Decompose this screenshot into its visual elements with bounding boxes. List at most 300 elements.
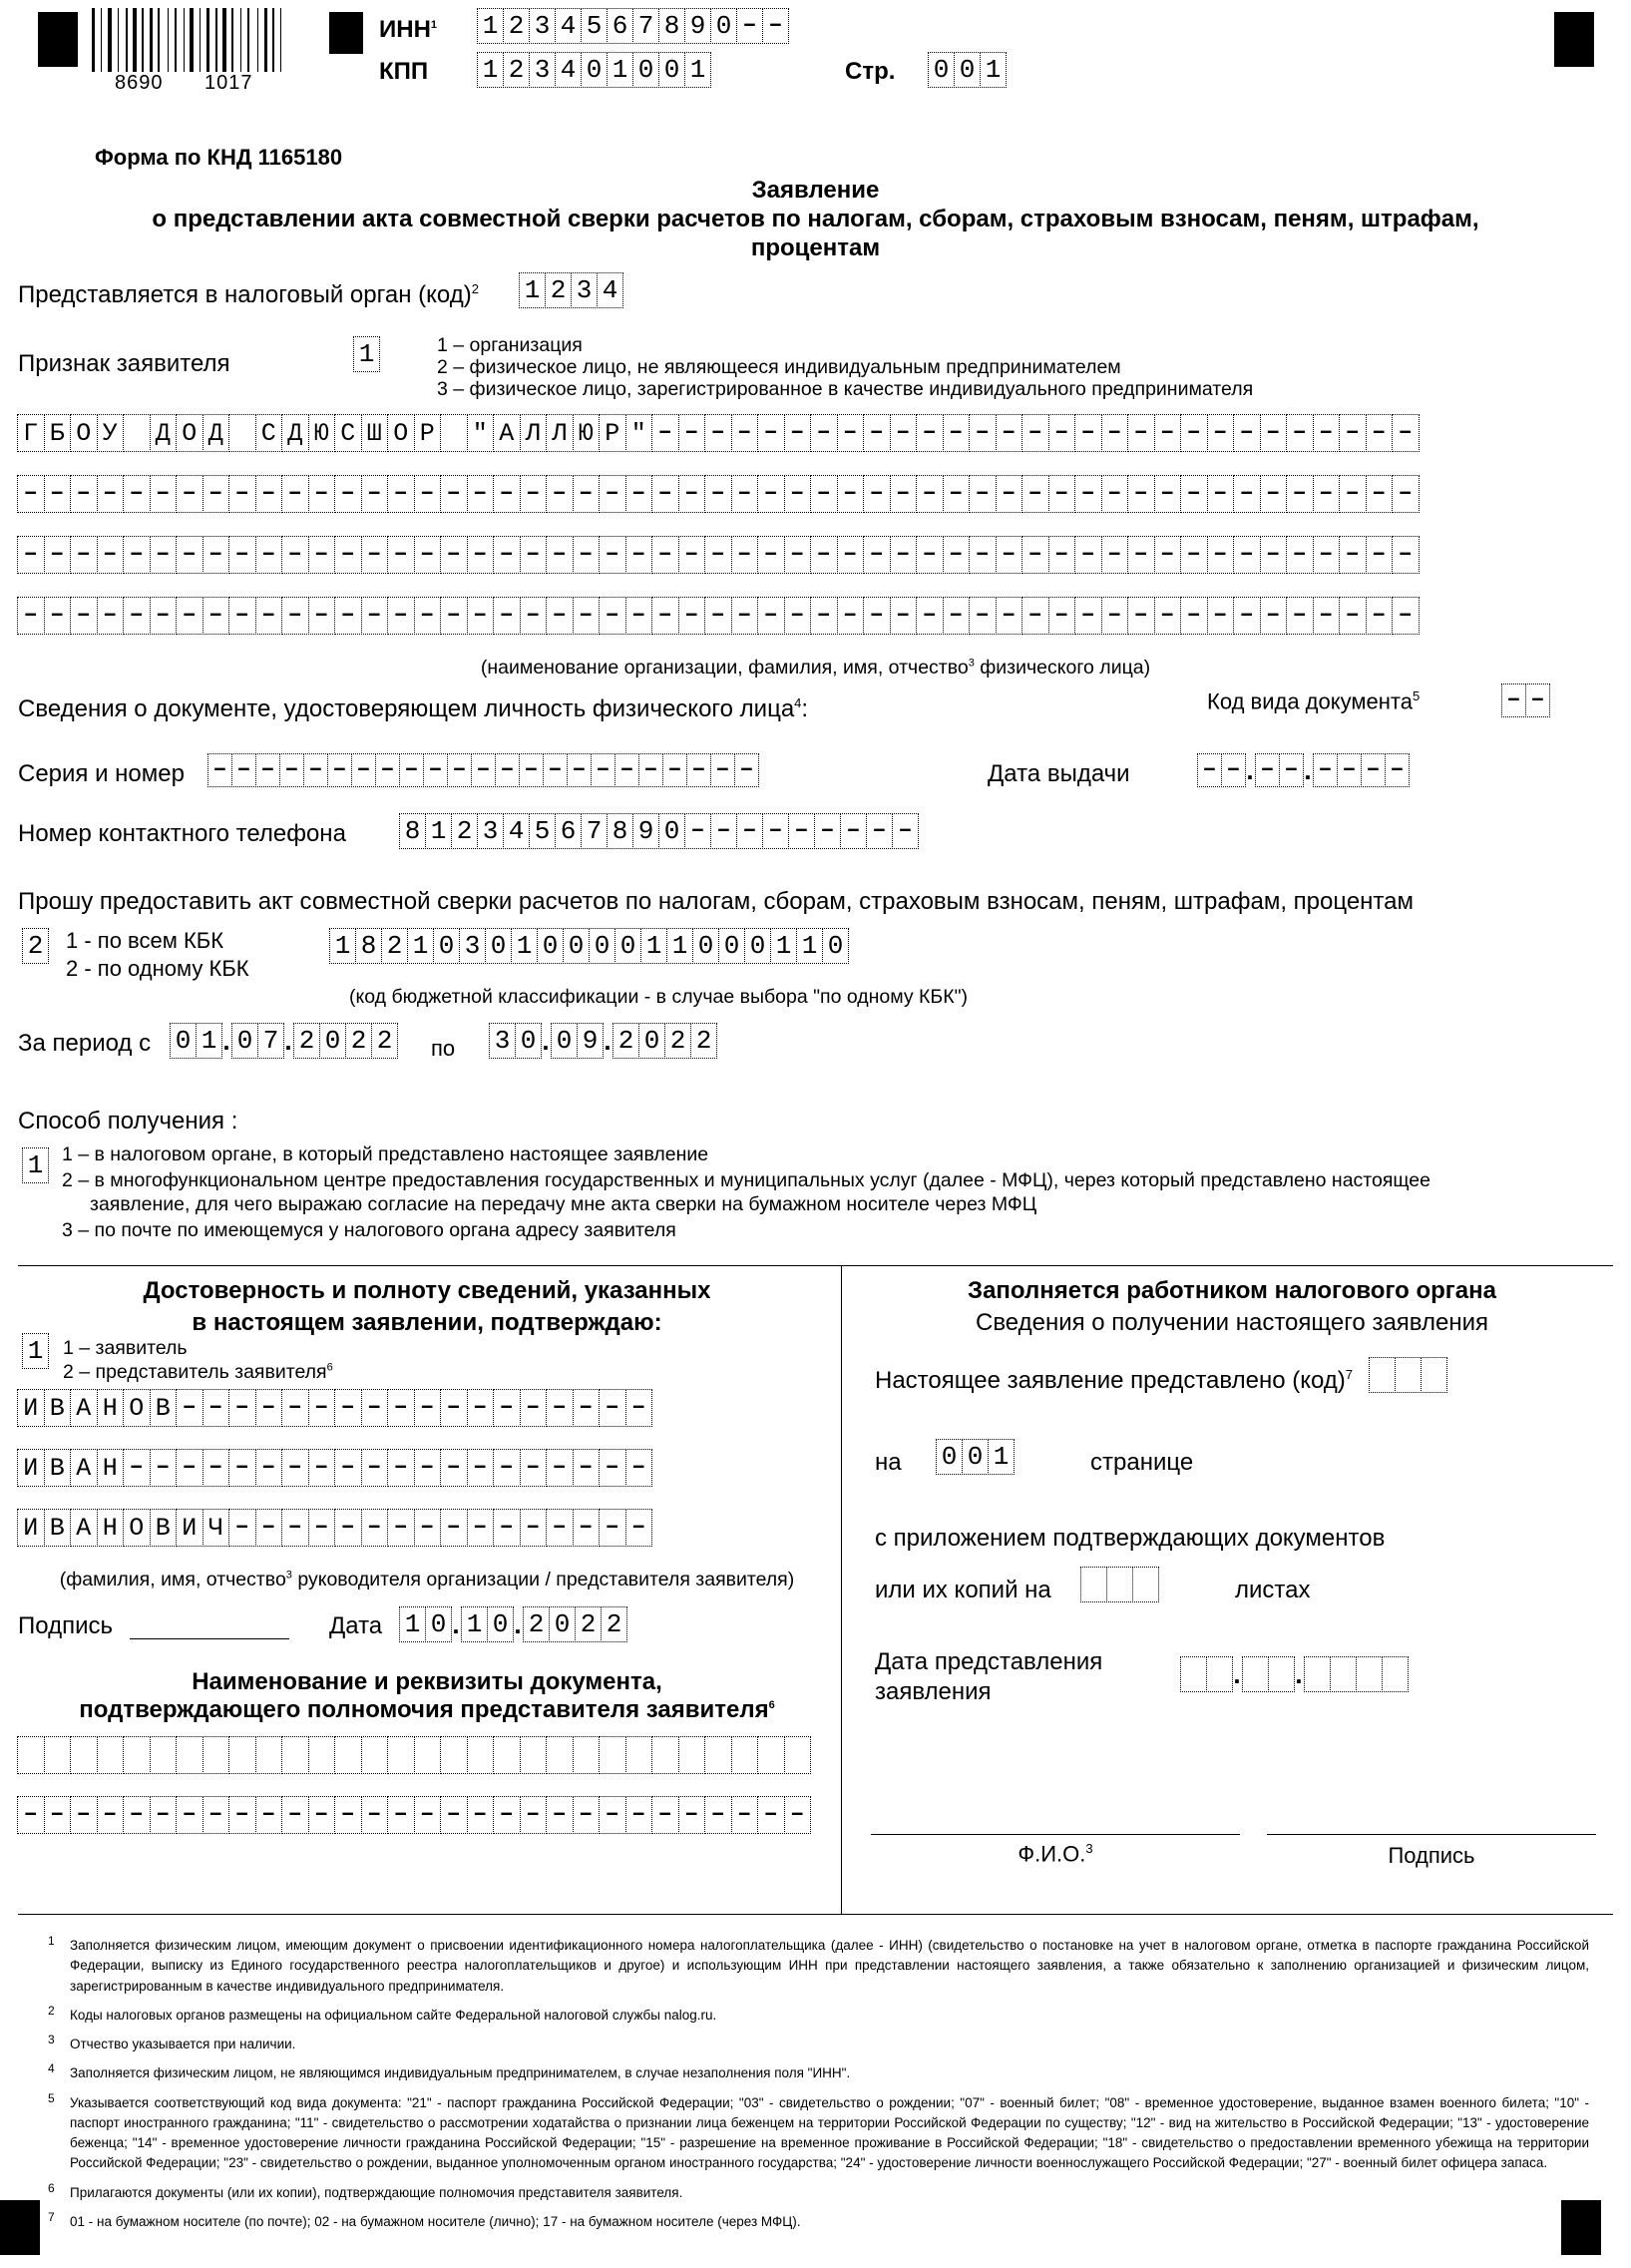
applicant-sign-cell[interactable]: 1 <box>353 336 380 372</box>
organization-name-cell[interactable]: – <box>1233 414 1261 452</box>
kbk-value-field-cell[interactable]: 1 <box>666 928 693 964</box>
confirm-patronymic-field-cell[interactable]: Ч <box>203 1509 230 1547</box>
organization-name-cell[interactable]: – <box>837 475 865 513</box>
series-number-field-cell[interactable]: – <box>423 753 448 787</box>
authority-doc-row-cell[interactable] <box>361 1736 389 1774</box>
organization-name-cell[interactable]: – <box>414 536 442 574</box>
confirm-surname-field[interactable] <box>17 1389 651 1427</box>
organization-name-cell[interactable]: – <box>493 536 521 574</box>
kpp-cell[interactable]: 1 <box>607 52 633 88</box>
authority-doc-row-cell[interactable]: – <box>334 1796 362 1834</box>
organization-name-cell[interactable]: – <box>1207 597 1235 635</box>
organization-name-cell[interactable]: – <box>228 536 256 574</box>
organization-name-cell[interactable]: – <box>916 475 944 513</box>
authority-doc-row-cell[interactable]: – <box>784 1796 812 1834</box>
authority-doc-row-cell[interactable]: – <box>361 1796 389 1834</box>
confirm-selector-field-cell[interactable]: 1 <box>22 1333 49 1369</box>
confirm-date-day-cell[interactable]: 1 <box>399 1606 426 1642</box>
submission-date-month-cell[interactable] <box>1268 1656 1295 1692</box>
period-from-year[interactable] <box>293 1023 397 1059</box>
confirm-date-month-cell[interactable]: 0 <box>487 1606 514 1642</box>
authority-doc-row-cell[interactable]: – <box>308 1796 336 1834</box>
confirm-surname-field-cell[interactable]: – <box>361 1389 389 1427</box>
issue-date-day-cell[interactable]: – <box>1221 753 1246 787</box>
organization-name-cell[interactable]: – <box>1074 597 1102 635</box>
authority-doc-row-cell[interactable] <box>70 1736 98 1774</box>
confirm-surname-field-cell[interactable]: – <box>228 1389 256 1427</box>
phone-field-cell[interactable]: 1 <box>425 813 452 849</box>
authority-doc-row-cell[interactable]: – <box>757 1796 785 1834</box>
authority-doc-row-cell[interactable] <box>493 1736 521 1774</box>
issue-date-year-cell[interactable]: – <box>1385 753 1410 787</box>
organization-name-cell[interactable]: – <box>1207 536 1235 574</box>
authority-doc-row-cell[interactable] <box>97 1736 125 1774</box>
confirm-patronymic-field-cell[interactable]: В <box>44 1509 72 1547</box>
organization-name-cell[interactable]: – <box>599 536 626 574</box>
kbk-value-field-cell[interactable]: 0 <box>614 928 641 964</box>
organization-name-cell[interactable]: – <box>678 414 706 452</box>
organization-name-cell[interactable]: – <box>943 475 971 513</box>
organization-name-cell[interactable]: – <box>17 475 45 513</box>
confirm-surname-field-cell[interactable]: – <box>440 1389 468 1427</box>
confirm-firstname-field-cell[interactable]: – <box>123 1449 151 1487</box>
authority-doc-row-cell[interactable]: – <box>678 1796 706 1834</box>
confirm-patronymic-field-cell[interactable]: – <box>440 1509 468 1547</box>
organization-name-cell[interactable]: – <box>784 475 812 513</box>
organization-name-cell[interactable]: – <box>599 475 626 513</box>
kpp-cell[interactable]: 0 <box>581 52 608 88</box>
organization-name-cell[interactable]: – <box>1048 475 1076 513</box>
authority-doc-row-cell[interactable] <box>308 1736 336 1774</box>
organization-name-cell[interactable]: – <box>1180 597 1208 635</box>
organization-name-cell[interactable]: Л <box>546 414 574 452</box>
confirm-firstname-field-cell[interactable]: И <box>17 1449 45 1487</box>
organization-name-cell[interactable]: – <box>281 536 309 574</box>
organization-name-cell[interactable]: – <box>1366 414 1394 452</box>
kpp-field[interactable] <box>477 52 710 88</box>
period-from-month-cell[interactable]: 7 <box>257 1023 284 1059</box>
organization-name-cell[interactable]: – <box>334 597 362 635</box>
inn-cell[interactable]: 8 <box>658 8 685 44</box>
attachment-sheets-cell[interactable] <box>1132 1567 1159 1602</box>
inn-cell[interactable]: 1 <box>477 8 504 44</box>
series-number-field-cell[interactable]: – <box>495 753 520 787</box>
series-number-field-cell[interactable]: – <box>638 753 663 787</box>
submission-date-year-cell[interactable] <box>1304 1656 1331 1692</box>
organization-name-cell[interactable]: – <box>97 536 125 574</box>
kbk-value-field-cell[interactable]: 1 <box>770 928 797 964</box>
organization-name-cell[interactable]: – <box>757 475 785 513</box>
authority-doc-row-cell[interactable] <box>334 1736 362 1774</box>
confirm-patronymic-field-cell[interactable]: – <box>308 1509 336 1547</box>
issue-date-year[interactable] <box>1313 753 1409 787</box>
authority-doc-row-cell[interactable]: – <box>731 1796 759 1834</box>
confirm-surname-field-cell[interactable]: В <box>150 1389 178 1427</box>
organization-name-cell[interactable]: – <box>1101 597 1129 635</box>
confirm-patronymic-field-cell[interactable]: – <box>414 1509 442 1547</box>
series-number-field-cell[interactable]: – <box>255 753 280 787</box>
kbk-value-field-cell[interactable]: 8 <box>355 928 382 964</box>
issue-date-day-cell[interactable]: – <box>1197 753 1222 787</box>
period-to-year[interactable] <box>612 1023 716 1059</box>
confirm-date-day-cell[interactable]: 0 <box>425 1606 452 1642</box>
organization-name-cell[interactable]: – <box>1366 597 1394 635</box>
organization-name-cell[interactable]: – <box>467 475 495 513</box>
organization-name-cell[interactable]: – <box>1339 536 1367 574</box>
organization-name-cell[interactable]: – <box>1366 536 1394 574</box>
phone-field-cell[interactable]: – <box>866 813 893 849</box>
confirm-patronymic-field-cell[interactable]: Н <box>97 1509 125 1547</box>
submitted-code-cell[interactable] <box>1395 1357 1422 1393</box>
period-to-year-cell[interactable]: 2 <box>664 1023 691 1059</box>
organization-name-cell[interactable]: – <box>996 536 1023 574</box>
kbk-value-field-cell[interactable]: 0 <box>692 928 719 964</box>
authority-doc-row-cell[interactable]: – <box>228 1796 256 1834</box>
organization-name-cell[interactable]: – <box>1021 414 1049 452</box>
organization-name-cell[interactable]: – <box>704 597 732 635</box>
organization-name-cell[interactable]: Г <box>17 414 45 452</box>
organization-name-cell[interactable]: – <box>1101 414 1129 452</box>
organization-name-cell[interactable]: – <box>1127 414 1155 452</box>
confirm-date-year-cell[interactable]: 2 <box>575 1606 602 1642</box>
phone-field-cell[interactable]: 8 <box>399 813 426 849</box>
organization-name-cell[interactable]: – <box>281 597 309 635</box>
series-number-field-cell[interactable]: – <box>231 753 256 787</box>
organization-name-cell[interactable]: – <box>546 536 574 574</box>
series-number-field-cell[interactable]: – <box>303 753 328 787</box>
kbk-value-field-cell[interactable]: 0 <box>822 928 849 964</box>
organization-name-cell[interactable]: – <box>1286 597 1314 635</box>
kbk-value-field-cell[interactable]: 1 <box>796 928 823 964</box>
organization-name-cell[interactable]: – <box>810 597 838 635</box>
confirm-firstname-field-cell[interactable]: – <box>308 1449 336 1487</box>
organization-name-cell[interactable]: Р <box>414 414 442 452</box>
organization-name-cell[interactable]: – <box>810 414 838 452</box>
authority-doc-row-cell[interactable] <box>625 1736 653 1774</box>
organization-name-cell[interactable]: – <box>837 597 865 635</box>
delivery-selector-field-cell[interactable]: 1 <box>22 1147 49 1183</box>
organization-name-cell[interactable]: – <box>837 536 865 574</box>
organization-name-cell[interactable]: " <box>467 414 495 452</box>
organization-name-cell[interactable]: У <box>97 414 125 452</box>
series-number-field-cell[interactable]: – <box>327 753 352 787</box>
page-cell[interactable]: 0 <box>928 52 955 88</box>
organization-name-cell[interactable]: – <box>1313 475 1341 513</box>
organization-name-cell[interactable]: – <box>784 536 812 574</box>
confirm-firstname-field-cell[interactable]: – <box>255 1449 283 1487</box>
confirm-surname-field-cell[interactable]: – <box>255 1389 283 1427</box>
confirm-patronymic-field-cell[interactable]: – <box>334 1509 362 1547</box>
period-to-month-cell[interactable]: 0 <box>551 1023 578 1059</box>
kpp-cell[interactable]: 3 <box>529 52 556 88</box>
attachment-sheets-cell[interactable] <box>1106 1567 1133 1602</box>
issue-date-month[interactable] <box>1255 753 1303 787</box>
organization-name-cell[interactable]: – <box>1154 536 1182 574</box>
organization-name-cell[interactable]: О <box>176 414 204 452</box>
organization-name-cell[interactable]: – <box>361 536 389 574</box>
issue-date-month-cell[interactable]: – <box>1255 753 1280 787</box>
organization-name-cell[interactable]: – <box>414 475 442 513</box>
phone-field-cell[interactable]: 9 <box>632 813 659 849</box>
organization-name-cell[interactable]: – <box>308 597 336 635</box>
series-number-field-cell[interactable]: – <box>399 753 424 787</box>
period-from-year-cell[interactable]: 2 <box>371 1023 398 1059</box>
kbk-value-field-cell[interactable]: 1 <box>407 928 434 964</box>
organization-name-cell[interactable]: – <box>1392 536 1420 574</box>
series-number-field-cell[interactable]: – <box>734 753 759 787</box>
period-from-year-cell[interactable]: 2 <box>293 1023 320 1059</box>
period-to-day-cell[interactable]: 0 <box>515 1023 542 1059</box>
series-number-field-cell[interactable]: – <box>471 753 496 787</box>
inn-cell[interactable]: 0 <box>710 8 737 44</box>
attachment-sheets-field[interactable] <box>1080 1567 1158 1602</box>
organization-name-cell[interactable]: – <box>308 536 336 574</box>
organization-name-cell[interactable]: – <box>123 475 151 513</box>
organization-name-cell[interactable]: – <box>916 536 944 574</box>
confirm-patronymic-field-cell[interactable]: – <box>625 1509 653 1547</box>
organization-name-cell[interactable]: Ш <box>361 414 389 452</box>
confirm-patronymic-field[interactable] <box>17 1509 651 1547</box>
phone-field-cell[interactable]: 8 <box>607 813 633 849</box>
organization-name-cell[interactable]: – <box>863 536 891 574</box>
delivery-selector-field[interactable] <box>22 1147 48 1183</box>
authority-doc-row-cell[interactable] <box>150 1736 178 1774</box>
authority-doc-row-cell[interactable]: – <box>176 1796 204 1834</box>
doc-type-code-cell[interactable]: – <box>1501 683 1526 717</box>
confirm-firstname-field-cell[interactable]: – <box>361 1449 389 1487</box>
organization-name-cell[interactable]: – <box>255 475 283 513</box>
inn-cell[interactable]: 3 <box>529 8 556 44</box>
organization-name-cell[interactable]: – <box>334 536 362 574</box>
organization-name-cell[interactable]: – <box>757 597 785 635</box>
confirm-patronymic-field-cell[interactable]: – <box>387 1509 415 1547</box>
organization-name-cell[interactable]: – <box>70 536 98 574</box>
period-to-year-cell[interactable]: 2 <box>690 1023 717 1059</box>
organization-name-cell[interactable]: – <box>255 536 283 574</box>
confirm-patronymic-field-cell[interactable]: И <box>17 1509 45 1547</box>
organization-name-cell[interactable]: – <box>943 414 971 452</box>
organization-name-cell[interactable]: – <box>625 536 653 574</box>
organization-name-cell[interactable]: – <box>599 597 626 635</box>
organization-name-cell[interactable]: – <box>916 414 944 452</box>
authority-doc-row-cell[interactable] <box>678 1736 706 1774</box>
organization-name-cell[interactable]: – <box>969 414 997 452</box>
authority-doc-row-cell[interactable] <box>651 1736 679 1774</box>
organization-name-cell[interactable]: – <box>123 536 151 574</box>
organization-name-cell[interactable]: Б <box>44 414 72 452</box>
organization-name-cell[interactable]: – <box>1021 597 1049 635</box>
organization-name-cell[interactable]: – <box>308 475 336 513</box>
submitted-code-field[interactable] <box>1369 1357 1446 1393</box>
period-to-month[interactable] <box>551 1023 603 1059</box>
organization-name-cell[interactable]: – <box>1313 597 1341 635</box>
kpp-cell[interactable]: 1 <box>684 52 711 88</box>
confirm-patronymic-field-cell[interactable]: – <box>281 1509 309 1547</box>
confirm-firstname-field-cell[interactable]: – <box>176 1449 204 1487</box>
organization-name-cell[interactable]: – <box>440 536 468 574</box>
page-cell[interactable]: 0 <box>954 52 981 88</box>
confirm-patronymic-field-cell[interactable]: А <box>70 1509 98 1547</box>
organization-name-cell[interactable]: – <box>1048 536 1076 574</box>
series-number-field-cell[interactable]: – <box>543 753 568 787</box>
organization-name-cell[interactable]: – <box>1021 536 1049 574</box>
series-number-field-cell[interactable]: – <box>207 753 232 787</box>
organization-name-cell[interactable]: Ю <box>573 414 601 452</box>
organization-name-block[interactable] <box>17 414 1419 658</box>
organization-name-cell[interactable]: – <box>546 597 574 635</box>
phone-field-cell[interactable]: – <box>892 813 919 849</box>
authority-doc-row-cell[interactable]: – <box>387 1796 415 1834</box>
organization-name-cell[interactable]: – <box>1313 414 1341 452</box>
tax-authority-cell[interactable]: 2 <box>545 272 572 308</box>
page-cell[interactable]: 1 <box>980 52 1007 88</box>
confirm-patronymic-field-cell[interactable]: – <box>573 1509 601 1547</box>
organization-name-cell[interactable]: – <box>1127 475 1155 513</box>
organization-name-cell[interactable]: – <box>573 597 601 635</box>
period-to-year-cell[interactable]: 0 <box>638 1023 665 1059</box>
organization-name-cell[interactable]: – <box>731 475 759 513</box>
confirm-firstname-field-cell[interactable]: А <box>70 1449 98 1487</box>
kbk-value-field-cell[interactable]: 0 <box>563 928 590 964</box>
organization-name-cell[interactable]: – <box>1286 536 1314 574</box>
confirm-firstname-field-cell[interactable]: – <box>203 1449 230 1487</box>
issue-date-day[interactable] <box>1197 753 1245 787</box>
organization-name-cell[interactable] <box>123 414 151 452</box>
organization-name-cell[interactable]: – <box>467 536 495 574</box>
inn-cell[interactable]: 5 <box>581 8 608 44</box>
kbk-value-field-cell[interactable]: 0 <box>589 928 615 964</box>
submission-date-year[interactable] <box>1304 1656 1408 1692</box>
pages-count-cell[interactable]: 1 <box>988 1439 1015 1475</box>
organization-name-cell[interactable]: – <box>678 536 706 574</box>
organization-name-cell[interactable]: Р <box>599 414 626 452</box>
organization-name-cell[interactable]: – <box>1154 597 1182 635</box>
organization-name-cell[interactable]: – <box>1286 475 1314 513</box>
authority-doc-row-cell[interactable] <box>176 1736 204 1774</box>
confirm-patronymic-field-cell[interactable]: – <box>255 1509 283 1547</box>
authority-doc-row-cell[interactable]: – <box>467 1796 495 1834</box>
confirm-firstname-field-cell[interactable]: – <box>599 1449 626 1487</box>
organization-name-cell[interactable]: – <box>546 475 574 513</box>
authority-doc-row-cell[interactable] <box>440 1736 468 1774</box>
doc-type-code-field[interactable] <box>1501 683 1549 717</box>
authority-doc-row-cell[interactable] <box>203 1736 230 1774</box>
authority-doc-row-cell[interactable] <box>784 1736 812 1774</box>
authority-doc-row-cell[interactable]: – <box>651 1796 679 1834</box>
organization-name-cell[interactable]: – <box>704 475 732 513</box>
organization-name-cell[interactable]: – <box>176 536 204 574</box>
organization-name-cell[interactable]: – <box>863 475 891 513</box>
kbk-value-field-cell[interactable]: 0 <box>433 928 460 964</box>
issue-date-year-cell[interactable]: – <box>1337 753 1362 787</box>
submission-date-month[interactable] <box>1242 1656 1294 1692</box>
authority-doc-row-cell[interactable]: – <box>520 1796 548 1834</box>
organization-name-cell[interactable]: – <box>651 536 679 574</box>
organization-name-cell[interactable]: О <box>387 414 415 452</box>
confirm-surname-field-cell[interactable]: – <box>546 1389 574 1427</box>
tax-authority-cell[interactable]: 4 <box>597 272 623 308</box>
organization-name-cell[interactable]: " <box>625 414 653 452</box>
phone-field-cell[interactable]: 5 <box>529 813 556 849</box>
confirm-date-year[interactable] <box>523 1606 626 1642</box>
kpp-cell[interactable]: 1 <box>477 52 504 88</box>
organization-name-cell[interactable]: – <box>678 597 706 635</box>
organization-name-cell[interactable]: С <box>334 414 362 452</box>
organization-name-cell[interactable]: – <box>493 475 521 513</box>
organization-name-row[interactable] <box>17 536 1419 574</box>
organization-name-cell[interactable]: – <box>704 536 732 574</box>
organization-name-cell[interactable]: – <box>704 414 732 452</box>
organization-name-cell[interactable]: – <box>1074 475 1102 513</box>
organization-name-cell[interactable]: – <box>387 475 415 513</box>
organization-name-cell[interactable]: Д <box>281 414 309 452</box>
kpp-cell[interactable]: 0 <box>632 52 659 88</box>
organization-name-cell[interactable]: – <box>1101 475 1129 513</box>
authority-doc-row-cell[interactable] <box>44 1736 72 1774</box>
organization-name-cell[interactable]: – <box>1392 597 1420 635</box>
authority-doc-row-cell[interactable] <box>228 1736 256 1774</box>
organization-name-cell[interactable]: – <box>1127 597 1155 635</box>
authority-doc-row-cell[interactable] <box>731 1736 759 1774</box>
authority-doc-row-cell[interactable] <box>467 1736 495 1774</box>
confirm-surname-field-cell[interactable]: – <box>493 1389 521 1427</box>
submission-date-day[interactable] <box>1180 1656 1232 1692</box>
confirm-surname-field-cell[interactable]: – <box>308 1389 336 1427</box>
submission-date-day-cell[interactable] <box>1206 1656 1233 1692</box>
issue-date-month-cell[interactable]: – <box>1279 753 1304 787</box>
organization-name-cell[interactable]: – <box>203 536 230 574</box>
organization-name-cell[interactable]: – <box>890 475 918 513</box>
inn-cell[interactable]: 9 <box>684 8 711 44</box>
series-number-field-cell[interactable]: – <box>614 753 639 787</box>
issue-date-year-cell[interactable]: – <box>1361 753 1386 787</box>
period-from-year-cell[interactable]: 2 <box>345 1023 372 1059</box>
organization-name-cell[interactable]: – <box>863 597 891 635</box>
confirm-patronymic-field-cell[interactable]: – <box>361 1509 389 1547</box>
organization-name-cell[interactable]: – <box>176 597 204 635</box>
phone-field-cell[interactable]: – <box>762 813 789 849</box>
organization-name-cell[interactable]: – <box>969 475 997 513</box>
submission-date-year-cell[interactable] <box>1330 1656 1357 1692</box>
organization-name-cell[interactable]: – <box>573 536 601 574</box>
kbk-value-field-cell[interactable]: 1 <box>329 928 356 964</box>
inn-cell[interactable]: 6 <box>607 8 633 44</box>
organization-name-cell[interactable]: – <box>1286 414 1314 452</box>
confirm-firstname-field-cell[interactable]: – <box>625 1449 653 1487</box>
confirm-date-day[interactable] <box>399 1606 451 1642</box>
period-to-year-cell[interactable]: 2 <box>612 1023 639 1059</box>
authority-doc-row-cell[interactable]: – <box>704 1796 732 1834</box>
authority-doc-row-cell[interactable] <box>599 1736 626 1774</box>
authority-doc-row-cell[interactable]: – <box>414 1796 442 1834</box>
organization-name-cell[interactable]: – <box>810 536 838 574</box>
confirm-patronymic-field-cell[interactable]: О <box>123 1509 151 1547</box>
organization-name-cell[interactable]: – <box>228 475 256 513</box>
organization-name-cell[interactable]: – <box>1127 536 1155 574</box>
organization-name-cell[interactable]: – <box>44 475 72 513</box>
pages-count-field[interactable] <box>936 1439 1014 1475</box>
organization-name-row[interactable] <box>17 597 1419 635</box>
attachment-sheets-cell[interactable] <box>1080 1567 1107 1602</box>
organization-name-cell[interactable] <box>440 414 468 452</box>
phone-field-cell[interactable]: – <box>788 813 815 849</box>
period-to-day-cell[interactable]: 3 <box>489 1023 516 1059</box>
period-to-day[interactable] <box>489 1023 541 1059</box>
organization-name-cell[interactable]: – <box>1048 414 1076 452</box>
kpp-cell[interactable]: 2 <box>503 52 530 88</box>
organization-name-cell[interactable]: – <box>150 536 178 574</box>
kbk-selector-field-cell[interactable]: 2 <box>22 928 49 964</box>
